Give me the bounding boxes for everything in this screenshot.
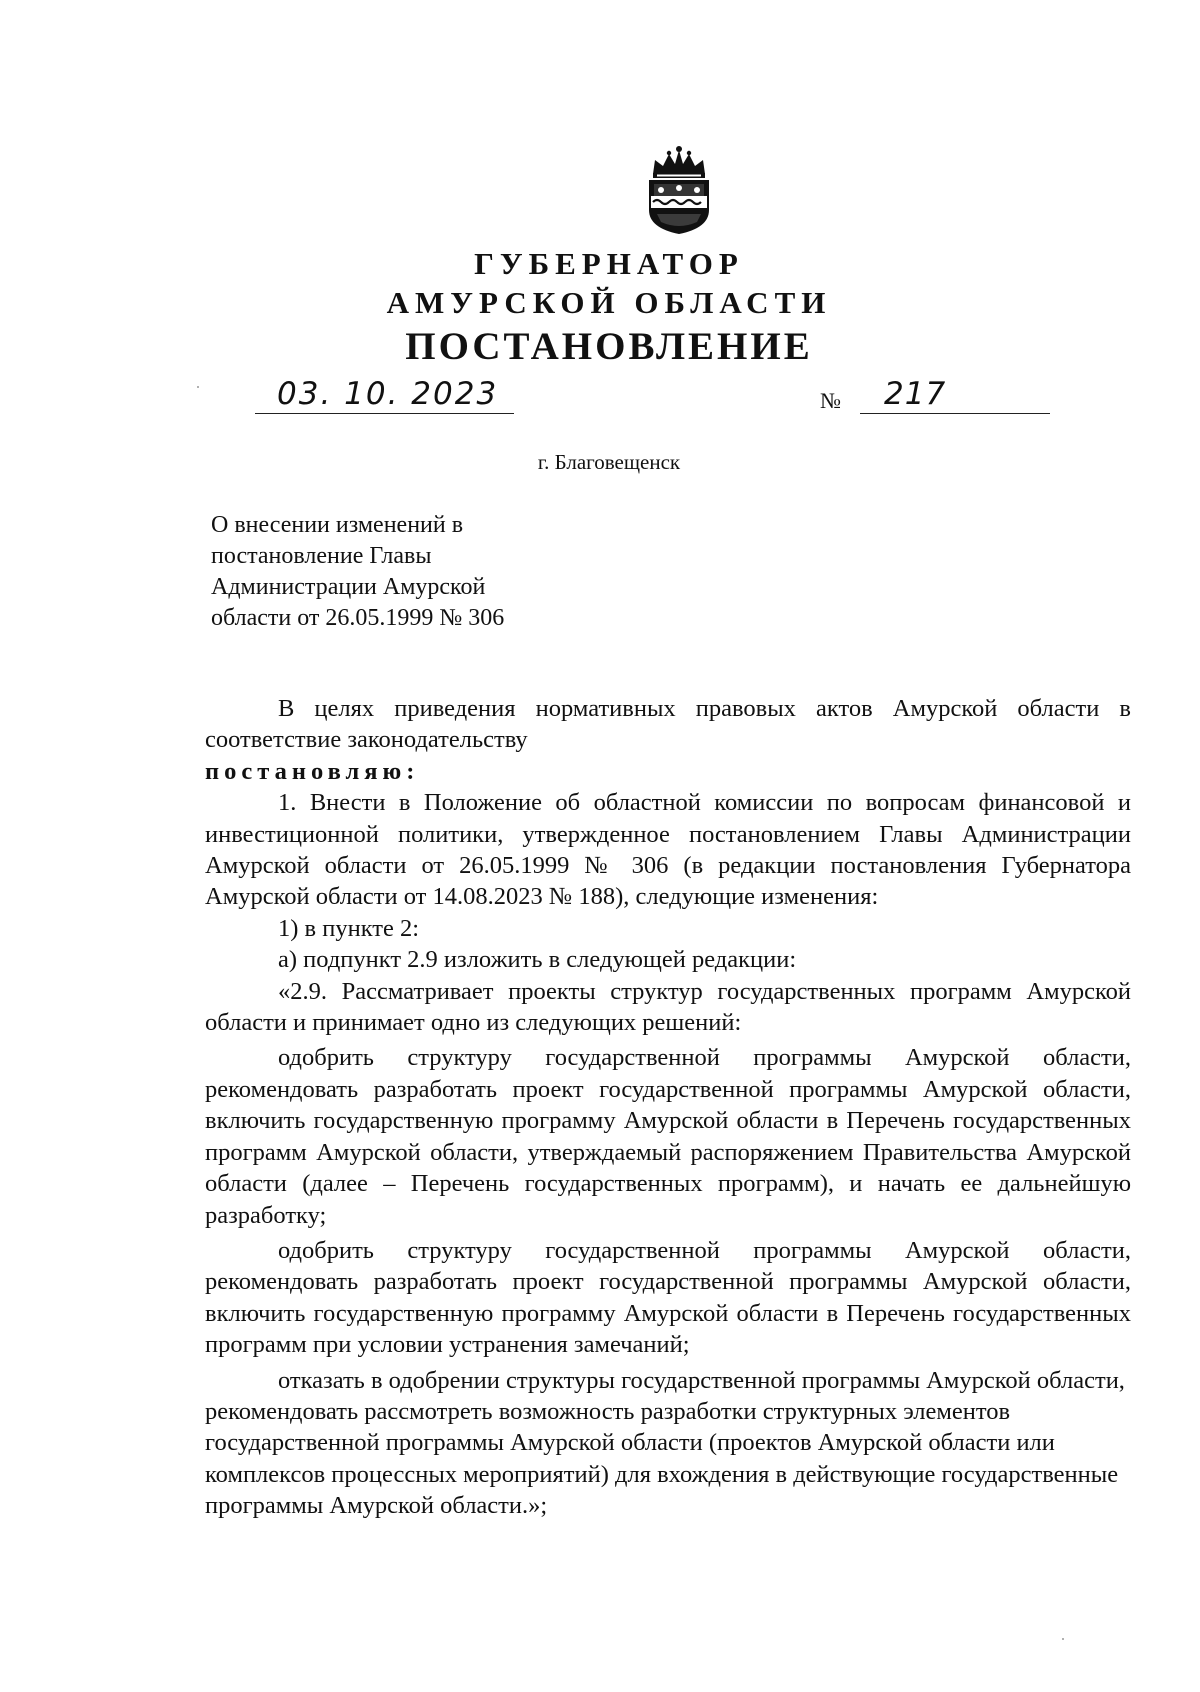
decision-option-paragraph: одобрить структуру государственной программы Амурской области, рекомендовать разработать проект государственной программы Амурской области, включить государственную программу Амурской области в Перечень государственных программ при условии устранения замечаний; [205, 1236, 1131, 1359]
decision-option-paragraph: отказать в одобрении структуры государственной программы Амурской области, рекомендовать рассмотреть возможность разработки структурных элементов государственной программы Амурской области (проектов Амурской области или комплексов процессных мероприятий) для вхождения в действующие государственные программы Амурской области.»; [205, 1366, 1125, 1520]
clause-1-paragraph: 1. Внести в Положение об областной комиссии по вопросам финансовой и инвестиционной политики, утвержденное постановлением Главы Администрации Амурской области от 26.05.1999 № 306 (в редакции постановления Губернатора Амурской области от 14.08.2023 № 188), следующие изменения: [205, 789, 1131, 911]
scan-speck [197, 386, 199, 388]
date-field [255, 374, 514, 418]
scan-speck [1062, 1638, 1064, 1640]
subclause-paragraph: 1) в пункте 2: [278, 914, 420, 942]
city-name: г. Благовещенск [537, 450, 681, 474]
subject-line: О внесении изменений в [211, 512, 464, 538]
decree-word: постановляю: [205, 757, 420, 785]
coat-of-arms-emblem-icon [639, 144, 719, 236]
document-subject [211, 510, 611, 634]
date-underline [255, 413, 514, 414]
handwritten-number: 217 [884, 376, 947, 412]
number-underline [860, 413, 1050, 414]
subject-line: постановление Главы [211, 543, 432, 569]
preamble-paragraph: В целях приведения нормативных правовых актов Амурской области в соответствие законодательству [205, 695, 1131, 754]
subject-line: Администрации Амурской [211, 574, 486, 600]
issuer-title: ГУБЕРНАТОР [474, 246, 744, 281]
number-sign: № [820, 388, 841, 413]
document-body [205, 693, 1131, 1522]
issuer-region: АМУРСКОЙ ОБЛАСТИ [386, 285, 832, 320]
subject-line: области от 26.05.1999 № 306 [211, 605, 505, 631]
subclause-paragraph: а) подпункт 2.9 изложить в следующей редакции: [278, 946, 797, 974]
number-field [860, 374, 1050, 418]
document-type: ПОСТАНОВЛЕНИЕ [405, 325, 813, 368]
decision-option-paragraph: одобрить структуру государственной программы Амурской области, рекомендовать разработать проект государственной программы Амурской области, включить государственную программу Амурской области в Перечень государственных программ Амурской области, утверждаемый распоряжением Правительства Амурской области (далее – Перечень государственных программ), и начать ее дальнейшую разработку; [205, 1044, 1131, 1229]
quoted-clause-paragraph: «2.9. Рассматривает проекты структур государственных программ Амурской области и принимает одно из следующих решений: [205, 977, 1131, 1037]
handwritten-date: 03. 10. 2023 [277, 376, 499, 412]
